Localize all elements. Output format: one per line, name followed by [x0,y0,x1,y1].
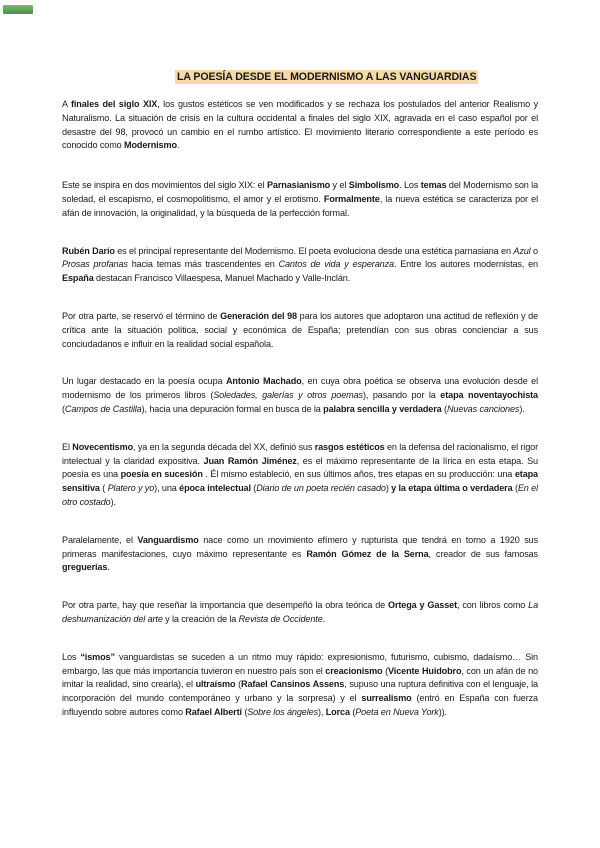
header-logo [3,5,33,14]
paragraph-vanguardismo: Paralelamente, el Vanguardismo nace como un movimiento efímero y rupturista que tendrá en torno a 1920 sus primeras manifestaciones, cuyo máximo representante es Ramón Gómez de la Serna, creador de sus famosas greguerías. [62,534,538,573]
paragraph-generacion-98: Por otra parte, se reservó el término de Generación del 98 para los autores que adoptaron una actitud de reflexión y de crítica ante la situación política, social y económica de España; pretendían con sus obras concienciar a sus conciudadanos e influir en la realidad social española. [62,310,539,349]
paragraph-ruben-dario: Rubén Darío es el principal representante del Modernismo. El poeta evoluciona desde una estética parnasiana en Azul o Prosas profanas hacia temas más trascendentes en Cantos de vida y esperanza. Entre los autores modernistas, en España destacan Francisco Villaespesa, Manuel Machado y Valle-Inclán. [62,245,538,284]
paragraph-novecentismo: El Novecentismo, ya en la segunda década del XX, definió sus rasgos estéticos en la defensa del racionalismo, el rigor intelectual y la claridad expositiva. Juan Ramón Jiménez, es el máximo representante de la lírica en esta etapa. Su poesía es una poesía en sucesión . Él mismo estableció, en sus últimos años, tres etapas en su producción: una etapa sensitiva ( Platero y yo), una época intelectual (Diario de un poeta recién casado) y la etapa última o verdadera (En el otro costado). [62,441,538,507]
paragraph-antonio-machado: Un lugar destacado en la poesía ocupa Antonio Machado, en cuya obra poética se observa una evolución desde el modernismo de los primeros libros (Soledades, galerías y otros poemas), pasando por la etapa noventayochista (Campos de Castilla), hacia una depuración formal en busca de la palabra sencilla y verdadera (Nuevas canciones). [62,376,538,414]
paragraph-influences: Este se inspira en dos movimientos del siglo XIX: el Parnasianismo y el Simbolismo. Los temas del Modernismo son la soledad, el escapismo, el cosmopolitismo, el amor y el erotismo. Formalmente, la nueva estética se caracteriza por el afán de innovación, la originalidad, y la búsqueda de la perfección formal. [62,180,539,218]
paragraph-ismos: Los “ismos” vanguardistas se suceden a un ritmo muy rápido: expresionismo, futurismo, cubismo, dadaísmo… Sin embargo, las que más importancia tuvieron en nuestro país son el creacionismo (Vicente Huidobro, con un afán de no imitar la realidad, sino crearla), el ultraísmo (Rafael Cansinos Assens, supuso una ruptura definitiva con el lenguaje, la incorporación del mundo contemporáneo y urbano y la sorpresa) y el surrealismo (entró en España con fuerza influyendo sobre autores como Rafael Alberti (Sobre los ángeles), Lorca (Poeta en Nueva York)). [62,651,538,717]
paragraph-modernismo-intro: A finales del siglo XIX, los gustos estéticos se ven modificados y se rechaza los postulados del anterior Realismo y Naturalismo. La situación de crisis en la cultura occidental a finales del siglo XIX, agravada en el caso español por el desastre del 98, provocó un cambio en el rumbo artístico. El movimiento literario correspondiente a este período es conocido como Modernismo. [62,99,538,151]
page-title: LA POESÍA DESDE EL MODERNISMO A LAS VANGUARDIAS [177,71,477,83]
document-body [62,98,538,720]
paragraph-ortega-y-gasset: Por otra parte, hay que reseñar la importancia que desempeñó la obra teórica de Ortega y Gasset, con libros como La deshumanización del arte y la creación de la Revista de Occidente. [62,600,539,624]
